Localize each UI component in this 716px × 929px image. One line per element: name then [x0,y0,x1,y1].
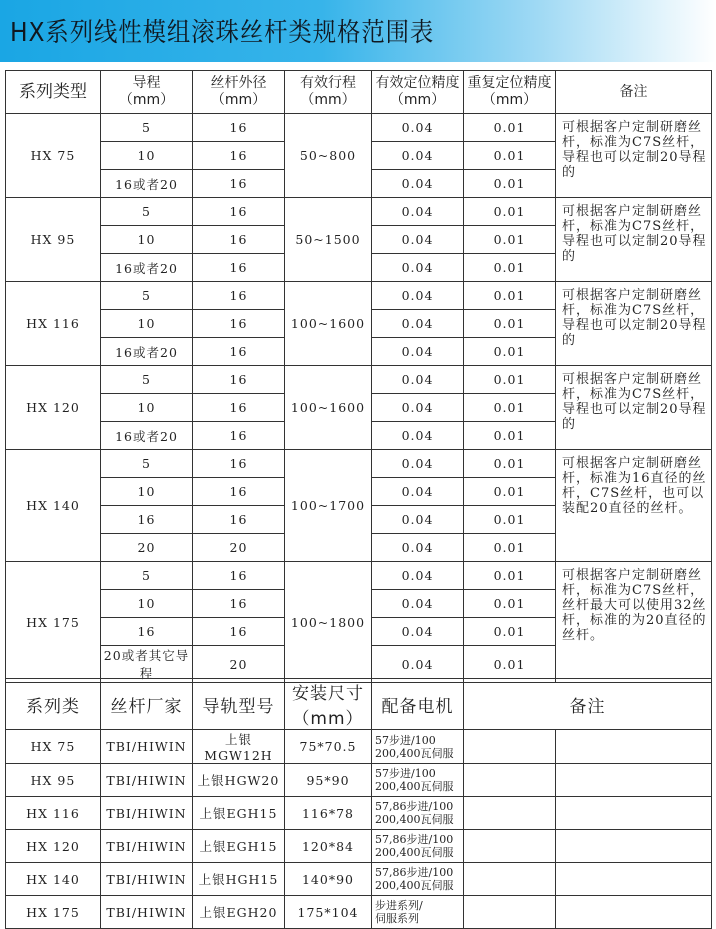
spec-row [6,198,712,226]
lead-cell: 16或者20 [101,338,193,366]
spec-header-cell: 备注 [556,71,712,114]
positioning-accuracy-cell: 0.04 [372,506,464,534]
repeat-accuracy-cell: 0.01 [464,310,556,338]
positioning-accuracy-cell: 0.04 [372,142,464,170]
positioning-accuracy-cell: 0.04 [372,422,464,450]
lead-cell: 5 [101,114,193,142]
title-banner [0,0,716,62]
accessory-header-cell: 安装尺寸 （mm） [285,679,372,730]
accessory-row [6,896,712,929]
spec-header-cell: 有效定位精度 （mm） [372,71,464,114]
screw-diameter-cell: 16 [193,506,285,534]
spec-row [6,562,712,590]
rail-model-cell: 上银HGH15 [193,863,285,896]
remark-cell [464,730,556,764]
lead-cell: 16或者20 [101,254,193,282]
lead-cell: 20或者其它导程 [101,646,193,683]
blank-cell [556,764,712,797]
remark-cell [464,863,556,896]
positioning-accuracy-cell: 0.04 [372,534,464,562]
lead-cell: 5 [101,198,193,226]
mount-size-cell: 116*78 [285,797,372,830]
remark-note: 可根据客户定制研磨丝杆，标准为C7S丝杆，丝杆最大可以使用32丝杆，标准的为20直径的丝杆。 [556,562,712,683]
series-name: HX 140 [6,450,101,562]
repeat-accuracy-cell: 0.01 [464,114,556,142]
blank-cell [556,730,712,764]
spec-header-cell: 重复定位精度 （mm） [464,71,556,114]
repeat-accuracy-cell: 0.01 [464,394,556,422]
repeat-accuracy-cell: 0.01 [464,646,556,683]
accessory-header-cell: 备注 [464,679,712,730]
screw-maker-cell: TBI/HIWIN [101,797,193,830]
screw-diameter-cell: 16 [193,142,285,170]
remark-note: 可根据客户定制研磨丝杆，标准为C7S丝杆，导程也可以定制20导程的 [556,198,712,282]
repeat-accuracy-cell: 0.01 [464,590,556,618]
positioning-accuracy-cell: 0.04 [372,618,464,646]
screw-diameter-cell: 20 [193,534,285,562]
mount-size-cell: 75*70.5 [285,730,372,764]
screw-diameter-cell: 16 [193,590,285,618]
rail-model-cell: 上银MGW12H [193,730,285,764]
repeat-accuracy-cell: 0.01 [464,618,556,646]
lead-cell: 16或者20 [101,422,193,450]
series-name: HX 95 [6,198,101,282]
lead-cell: 5 [101,366,193,394]
screw-diameter-cell: 16 [193,366,285,394]
accessory-row [6,730,712,764]
stroke-range: 100~1800 [285,562,372,683]
accessory-header-cell: 导轨型号 [193,679,285,730]
repeat-accuracy-cell: 0.01 [464,562,556,590]
screw-diameter-cell: 16 [193,282,285,310]
positioning-accuracy-cell: 0.04 [372,646,464,683]
lead-cell: 5 [101,562,193,590]
screw-maker-cell: TBI/HIWIN [101,863,193,896]
lead-cell: 10 [101,394,193,422]
remark-cell [464,896,556,929]
positioning-accuracy-cell: 0.04 [372,366,464,394]
screw-maker-cell: TBI/HIWIN [101,830,193,863]
page-title: HX系列线性模组滚珠丝杆类规格范围表 [10,18,435,48]
motor-cell: 57,86步进/100 200,400瓦伺服 [372,863,464,896]
spec-row [6,282,712,310]
lead-cell: 16 [101,618,193,646]
series-name: HX 75 [6,114,101,198]
series-cell: HX 120 [6,830,101,863]
repeat-accuracy-cell: 0.01 [464,422,556,450]
spec-header-cell: 有效行程 （mm） [285,71,372,114]
series-cell: HX 95 [6,764,101,797]
positioning-accuracy-cell: 0.04 [372,450,464,478]
positioning-accuracy-cell: 0.04 [372,198,464,226]
repeat-accuracy-cell: 0.01 [464,506,556,534]
stroke-range: 50~1500 [285,198,372,282]
accessory-header-cell: 配备电机 [372,679,464,730]
remark-cell [464,830,556,863]
remark-cell [464,797,556,830]
screw-diameter-cell: 20 [193,646,285,683]
spec-header-cell: 导程 （mm） [101,71,193,114]
mount-size-cell: 140*90 [285,863,372,896]
screw-diameter-cell: 16 [193,338,285,366]
lead-cell: 10 [101,478,193,506]
accessory-row [6,830,712,863]
spec-header-cell: 系列类型 [6,71,101,114]
positioning-accuracy-cell: 0.04 [372,114,464,142]
blank-cell [556,797,712,830]
rail-model-cell: 上银EGH15 [193,797,285,830]
stroke-range: 100~1600 [285,366,372,450]
motor-cell: 57,86步进/100 200,400瓦伺服 [372,830,464,863]
screw-diameter-cell: 16 [193,478,285,506]
repeat-accuracy-cell: 0.01 [464,254,556,282]
screw-diameter-cell: 16 [193,450,285,478]
repeat-accuracy-cell: 0.01 [464,142,556,170]
repeat-accuracy-cell: 0.01 [464,366,556,394]
lead-cell: 10 [101,590,193,618]
positioning-accuracy-cell: 0.04 [372,478,464,506]
positioning-accuracy-cell: 0.04 [372,338,464,366]
positioning-accuracy-cell: 0.04 [372,170,464,198]
repeat-accuracy-cell: 0.01 [464,170,556,198]
lead-cell: 5 [101,282,193,310]
stroke-range: 100~1700 [285,450,372,562]
mount-size-cell: 120*84 [285,830,372,863]
positioning-accuracy-cell: 0.04 [372,562,464,590]
accessory-header-cell: 系列类 [6,679,101,730]
screw-diameter-cell: 16 [193,198,285,226]
spec-table [5,70,712,683]
screw-diameter-cell: 16 [193,310,285,338]
positioning-accuracy-cell: 0.04 [372,226,464,254]
stroke-range: 50~800 [285,114,372,198]
repeat-accuracy-cell: 0.01 [464,282,556,310]
lead-cell: 10 [101,310,193,338]
repeat-accuracy-cell: 0.01 [464,478,556,506]
repeat-accuracy-cell: 0.01 [464,338,556,366]
remark-note: 可根据客户定制研磨丝杆，标准为C7S丝杆，导程也可以定制20导程的 [556,366,712,450]
screw-diameter-cell: 16 [193,618,285,646]
screw-diameter-cell: 16 [193,226,285,254]
accessory-header-cell: 丝杆厂家 [101,679,193,730]
repeat-accuracy-cell: 0.01 [464,226,556,254]
series-name: HX 120 [6,366,101,450]
stroke-range: 100~1600 [285,282,372,366]
screw-diameter-cell: 16 [193,394,285,422]
motor-cell: 57步进/100 200,400瓦伺服 [372,764,464,797]
motor-cell: 步进系列/ 伺服系列 [372,896,464,929]
blank-cell [556,863,712,896]
lead-cell: 16 [101,506,193,534]
screw-diameter-cell: 16 [193,562,285,590]
series-name: HX 116 [6,282,101,366]
repeat-accuracy-cell: 0.01 [464,450,556,478]
series-cell: HX 75 [6,730,101,764]
rail-model-cell: 上银EGH15 [193,830,285,863]
screw-diameter-cell: 16 [193,254,285,282]
remark-note: 可根据客户定制研磨丝杆，标准为C7S丝杆，导程也可以定制20导程的 [556,282,712,366]
screw-maker-cell: TBI/HIWIN [101,896,193,929]
rail-model-cell: 上银HGW20 [193,764,285,797]
remark-note: 可根据客户定制研磨丝杆，标准为16直径的丝杆，C7S丝杆，也可以装配20直径的丝杆。 [556,450,712,562]
screw-maker-cell: TBI/HIWIN [101,764,193,797]
series-cell: HX 140 [6,863,101,896]
motor-cell: 57,86步进/100 200,400瓦伺服 [372,797,464,830]
lead-cell: 10 [101,226,193,254]
remark-cell [464,764,556,797]
spec-row [6,366,712,394]
mount-size-cell: 95*90 [285,764,372,797]
positioning-accuracy-cell: 0.04 [372,254,464,282]
remark-note: 可根据客户定制研磨丝杆，标准为C7S丝杆，导程也可以定制20导程的 [556,114,712,198]
mount-size-cell: 175*104 [285,896,372,929]
screw-diameter-cell: 16 [193,114,285,142]
series-cell: HX 175 [6,896,101,929]
lead-cell: 5 [101,450,193,478]
spec-header-cell: 丝杆外径 （mm） [193,71,285,114]
positioning-accuracy-cell: 0.04 [372,394,464,422]
spec-row [6,114,712,142]
blank-cell [556,830,712,863]
accessory-row [6,863,712,896]
lead-cell: 10 [101,142,193,170]
screw-diameter-cell: 16 [193,422,285,450]
accessory-row [6,797,712,830]
positioning-accuracy-cell: 0.04 [372,590,464,618]
series-cell: HX 116 [6,797,101,830]
repeat-accuracy-cell: 0.01 [464,198,556,226]
spec-row [6,450,712,478]
accessory-table [5,678,712,929]
positioning-accuracy-cell: 0.04 [372,282,464,310]
repeat-accuracy-cell: 0.01 [464,534,556,562]
rail-model-cell: 上银EGH20 [193,896,285,929]
screw-maker-cell: TBI/HIWIN [101,730,193,764]
motor-cell: 57步进/100 200,400瓦伺服 [372,730,464,764]
screw-diameter-cell: 16 [193,170,285,198]
blank-cell [556,896,712,929]
accessory-row [6,764,712,797]
lead-cell: 16或者20 [101,170,193,198]
series-name: HX 175 [6,562,101,683]
lead-cell: 20 [101,534,193,562]
positioning-accuracy-cell: 0.04 [372,310,464,338]
